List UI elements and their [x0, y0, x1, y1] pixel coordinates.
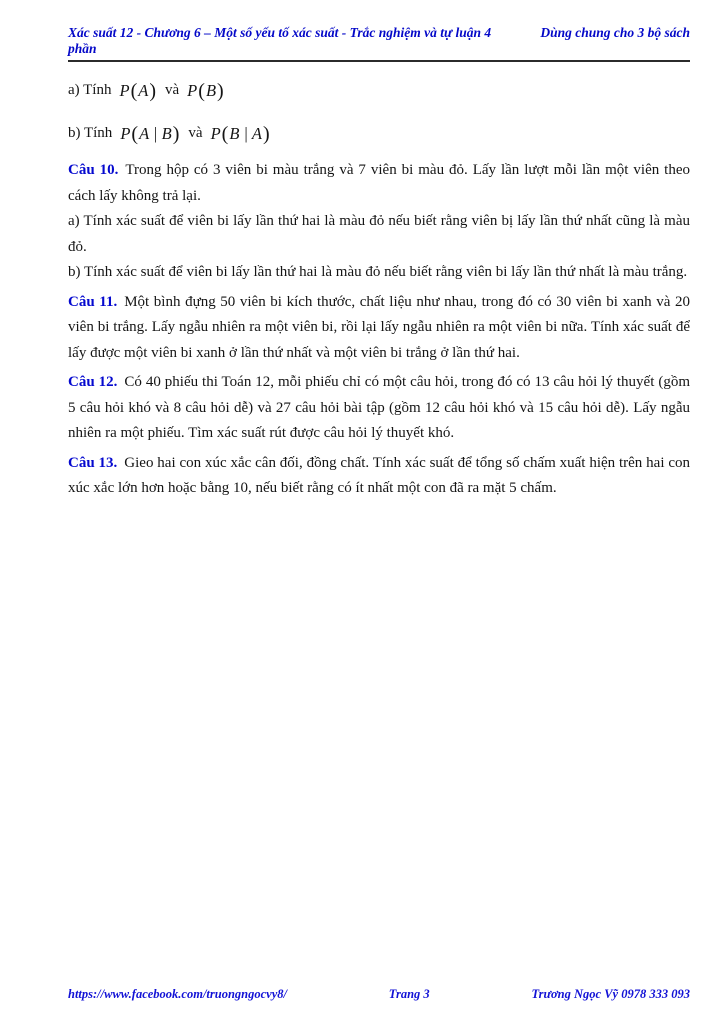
question-10-text: Trong hộp có 3 viên bi màu trắng và 7 viên bi màu đỏ. Lấy lần lượt mỗi lần một viên theo cách lấy không trả lại. — [68, 162, 690, 204]
question-10-sub-a: a) Tính xác suất để viên bi lấy lần thứ hai là màu đỏ nếu biết rằng viên bị lấy lần thứ nhất cũng là màu đỏ. — [68, 213, 690, 255]
document-footer — [68, 987, 690, 1002]
formula-b-joiner: và — [188, 124, 203, 141]
question-10-label: Câu 10. — [68, 162, 119, 178]
math-expression-pa: P(A) — [119, 79, 156, 102]
document-header — [68, 25, 690, 62]
question-13-label: Câu 13. — [68, 454, 118, 471]
formula-line-a — [68, 75, 690, 105]
header-title: Xác suất 12 - Chương 6 – Một số yếu tố xác suất - Trắc nghiệm và tự luận 4 phần — [68, 25, 492, 56]
question-11 — [68, 290, 690, 367]
question-12-text: Có 40 phiếu thi Toán 12, mỗi phiếu chỉ có một câu hỏi, trong đó có 13 câu hỏi lý thuyết (gồm 5 câu hỏi khó và 8 câu hỏi dễ) và 27 câu hỏi bài tập (gồm 12 câu hỏi khó và 15 câu hỏi dễ). Lấy ngẫu nhiên ra một phiếu. Tìm xác suất rút được câu hỏi lý thuyết khó. — [68, 374, 690, 441]
author-contact: Trương Ngọc Vỹ 0978 333 093 — [531, 987, 690, 1001]
question-11-label: Câu 11. — [68, 293, 118, 310]
page-number: Trang 3 — [388, 987, 430, 1001]
header-subtitle: Dùng chung cho 3 bộ sách — [540, 25, 690, 40]
formula-b-label: b) Tính — [68, 124, 113, 141]
math-expression-pab: P(A | B) — [120, 122, 180, 145]
math-expression-pba: P(B | A) — [210, 122, 270, 145]
question-10 — [68, 158, 690, 209]
formula-a-joiner: và — [165, 81, 180, 98]
question-11-text: Một bình đựng 50 viên bi kích thước, chất liệu như nhau, trong đó có 30 viên bi xanh và 20 viên bi trắng. Lấy ngẫu nhiên ra một viên bi, rồi lại lấy ngẫu nhiên ra một viên bi nữa. Tính xác suất để lấy được một viên bi xanh ở lần thứ nhất và một viên bi trắng ở lần thứ hai. — [68, 293, 690, 361]
question-12 — [68, 370, 690, 447]
question-13-text: Gieo hai con xúc xắc cân đối, đồng chất. Tính xác suất để tổng số chấm xuất hiện trên hai con xúc xắc lớn hơn hoặc bằng 10, nếu biết rằng có ít nhất một con đã ra mặt 5 chấm. — [68, 454, 690, 496]
formula-line-b — [68, 118, 690, 148]
questions-block — [68, 158, 690, 502]
question-10-sub-b: b) Tính xác suất để viên bi lấy lần thứ hai là màu đỏ nếu biết rằng viên bi lấy lần thứ nhất là màu trắng. — [68, 264, 688, 280]
question-12-label: Câu 12. — [68, 374, 118, 390]
math-expression-pb: P(B) — [187, 79, 224, 102]
facebook-link[interactable]: https://www.facebook.com/truongngocvy8/ — [68, 987, 287, 1001]
question-13 — [68, 451, 690, 502]
formula-a-label: a) Tính — [68, 81, 112, 98]
